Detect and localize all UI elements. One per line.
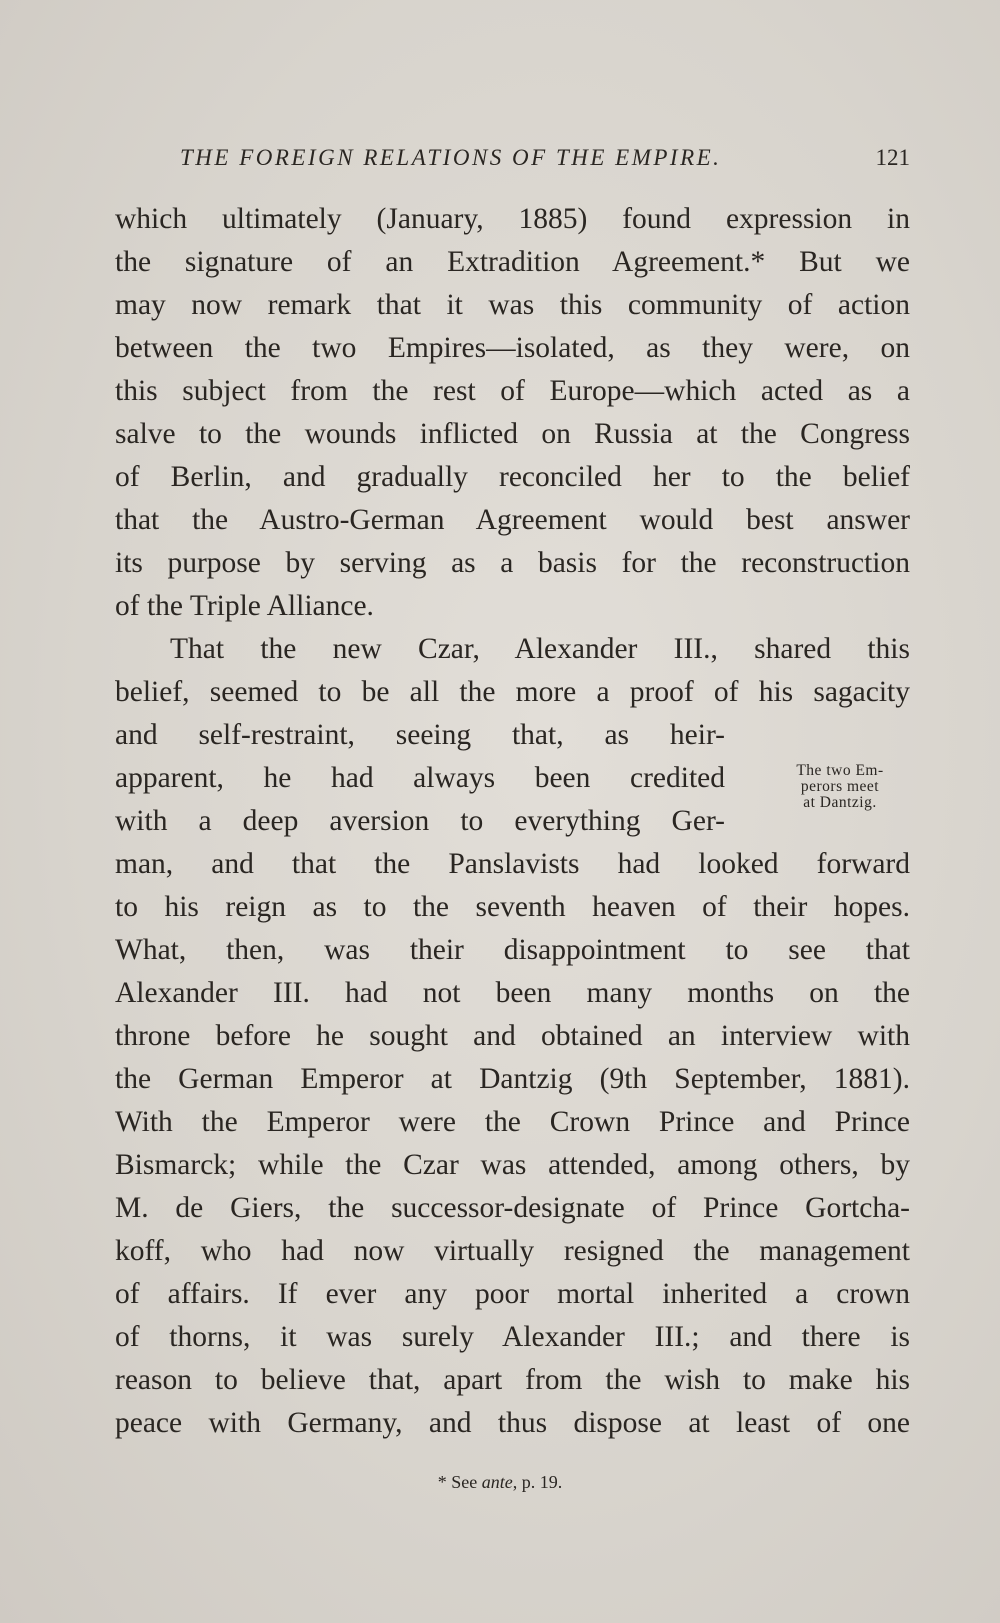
body-line: of Berlin, and gradually reconciled her to the belief — [115, 461, 910, 493]
footnote-ref: ante — [481, 1472, 513, 1492]
margin-note-line: The two Em- — [796, 762, 884, 779]
body-line: Bismarck; while the Czar was attended, among others, by — [115, 1149, 910, 1181]
body-line: What, then, was their disappointment to see that — [115, 934, 910, 966]
body-line: of thorns, it was surely Alexander III.; and there is — [115, 1321, 910, 1353]
body-line: salve to the wounds inflicted on Russia at the Congress — [115, 418, 910, 450]
body-line: That the new Czar, Alexander III., shared this — [170, 633, 910, 665]
footnote — [0, 1472, 1000, 1493]
margin-note-line: perors meet — [800, 778, 880, 795]
body-line: With the Emperor were the Crown Prince and Prince — [115, 1106, 910, 1138]
body-line: M. de Giers, the successor-designate of Prince Gortcha- — [115, 1192, 910, 1224]
body-line: the German Emperor at Dantzig (9th September, 1881). — [115, 1063, 910, 1095]
body-line: peace with Germany, and thus dispose at least of one — [115, 1407, 910, 1439]
body-line: of affairs. If ever any poor mortal inherited a crown — [115, 1278, 910, 1310]
body-line: which ultimately (January, 1885) found expression in — [115, 203, 910, 235]
margin-note — [770, 763, 910, 811]
body-line: between the two Empires—isolated, as they were, on — [115, 332, 910, 364]
page-header — [180, 145, 910, 179]
margin-note-line: at Dantzig. — [803, 794, 877, 811]
body-line: this subject from the rest of Europe—which acted as a — [115, 375, 910, 407]
body-line: its purpose by serving as a basis for the reconstruction — [115, 547, 910, 579]
running-head: THE FOREIGN RELATIONS OF THE EMPIRE. — [180, 145, 722, 170]
body-line: may now remark that it was this community of action — [115, 289, 910, 321]
body-line: the signature of an Extradition Agreement.* But we — [115, 246, 910, 278]
body-line: to his reign as to the seventh heaven of their hopes. — [115, 891, 910, 923]
body-line: reason to believe that, apart from the wish to make his — [115, 1364, 910, 1396]
body-line: man, and that the Panslavists had looked forward — [115, 848, 910, 880]
body-line: with a deep aversion to everything Ger- — [115, 805, 725, 837]
body-line: apparent, he had always been credited — [115, 762, 725, 794]
body-line: koff, who had now virtually resigned the management — [115, 1235, 910, 1267]
body-line: Alexander III. had not been many months on the — [115, 977, 910, 1009]
body-line: throne before he sought and obtained an interview with — [115, 1020, 910, 1052]
body-line: of the Triple Alliance. — [115, 590, 374, 622]
body-line: that the Austro-German Agreement would best answer — [115, 504, 910, 536]
page-number: 121 — [875, 145, 910, 170]
footnote-marker: * See — [437, 1472, 478, 1492]
body-line: and self-restraint, seeing that, as heir- — [115, 719, 725, 751]
body-line: belief, seemed to be all the more a proof of his sagacity — [115, 676, 910, 708]
footnote-page: , p. 19. — [512, 1472, 563, 1492]
